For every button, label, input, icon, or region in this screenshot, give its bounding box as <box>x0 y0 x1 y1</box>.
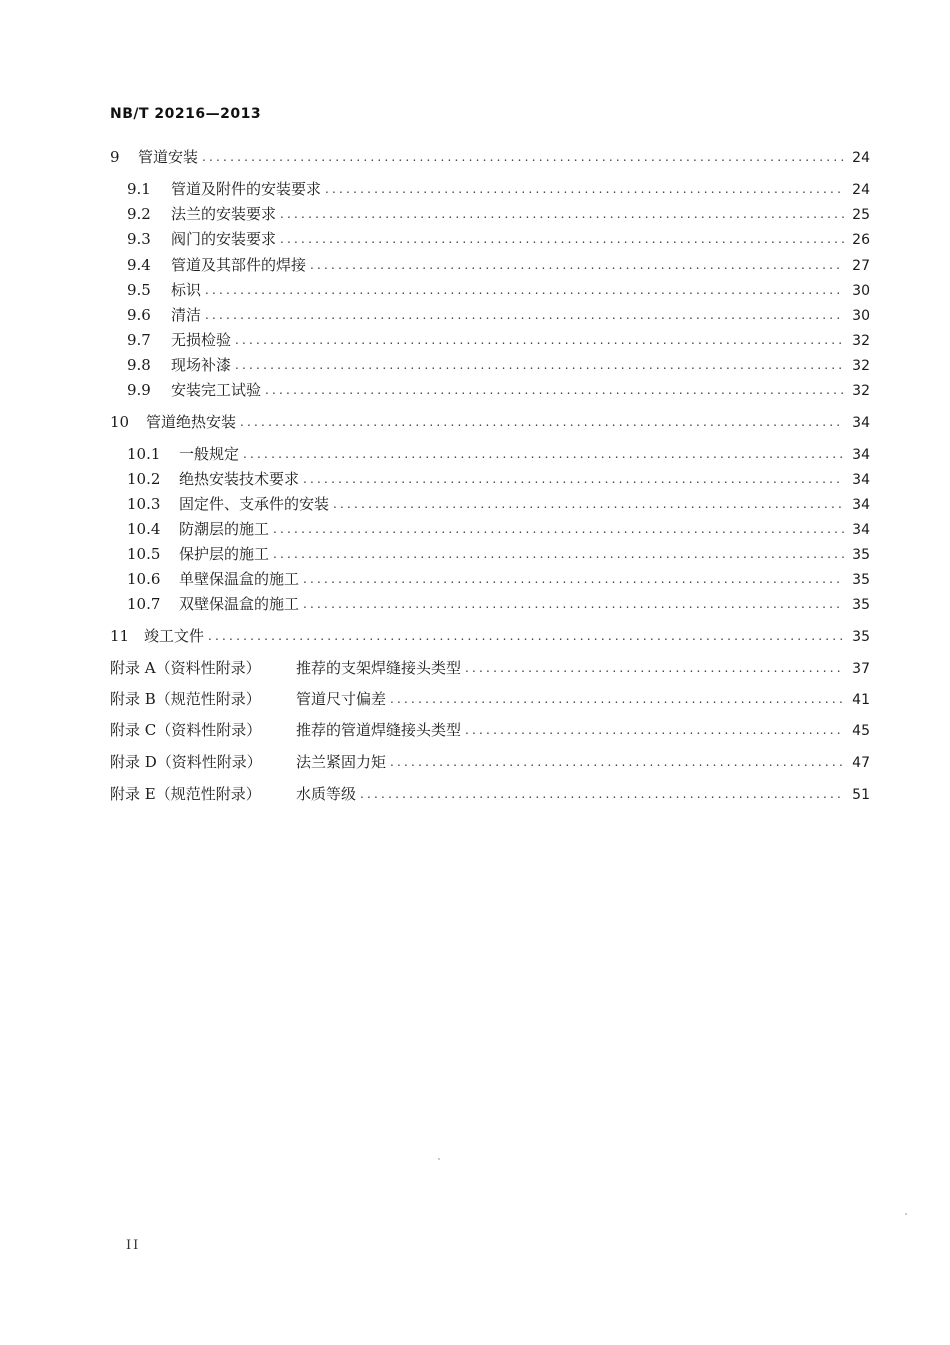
toc-entry-number: 9.7 <box>127 331 151 349</box>
toc-entry-title: 标识 <box>171 281 202 299</box>
toc-appendix-entry[interactable] <box>110 658 870 678</box>
toc-leader-dots <box>303 469 844 489</box>
toc-entry-page: 34 <box>852 522 870 538</box>
toc-entry-title: 固定件、支承件的安装 <box>179 495 330 513</box>
toc-entry-page: 24 <box>852 150 870 166</box>
toc-entry-number: 10.2 <box>127 470 161 488</box>
toc-leader-dots <box>303 594 844 614</box>
toc-entry[interactable] <box>127 494 870 514</box>
toc-entry-page: 30 <box>852 283 870 299</box>
toc-entry-number: 9.9 <box>127 381 151 399</box>
page-number-roman: II <box>126 1238 141 1253</box>
toc-entry-page: 41 <box>852 692 870 708</box>
toc-appendix-entry[interactable] <box>110 784 870 804</box>
toc-appendix-label: 附录 C（资料性附录） <box>110 721 262 739</box>
toc-entry-title: 管道尺寸偏差 <box>296 690 387 708</box>
toc-appendix-entry[interactable] <box>110 720 870 740</box>
toc-appendix-label: 附录 A（资料性附录） <box>110 659 261 677</box>
toc-appendix-label: 附录 D（资料性附录） <box>110 753 262 771</box>
toc-leader-dots <box>202 147 844 167</box>
toc-entry-number: 10.6 <box>127 570 161 588</box>
toc-entry-page: 34 <box>852 497 870 513</box>
toc-leader-dots <box>325 179 844 199</box>
toc-entry[interactable] <box>127 330 870 350</box>
toc-entry[interactable] <box>127 280 870 300</box>
toc-leader-dots <box>390 752 844 772</box>
toc-entry-page: 51 <box>852 787 870 803</box>
toc-appendix-entry[interactable] <box>110 752 870 772</box>
toc-entry-number: 9 <box>110 148 120 166</box>
toc-entry-title: 推荐的管道焊缝接头类型 <box>296 721 462 739</box>
document-code: NB/T 20216—2013 <box>110 106 262 122</box>
toc-entry-page: 30 <box>852 308 870 324</box>
toc-entry-title: 单壁保温盒的施工 <box>179 570 300 588</box>
toc-entry-page: 34 <box>852 472 870 488</box>
toc-appendix-entry[interactable] <box>110 689 870 709</box>
toc-entry-page: 35 <box>852 597 870 613</box>
toc-entry[interactable] <box>110 147 870 167</box>
toc-entry[interactable] <box>127 179 870 199</box>
toc-entry-number: 9.2 <box>127 205 151 223</box>
toc-entry-number: 11 <box>110 627 130 645</box>
toc-entry-title: 法兰的安装要求 <box>171 205 277 223</box>
toc-leader-dots <box>235 355 844 375</box>
toc-entry[interactable] <box>110 626 870 646</box>
toc-leader-dots <box>280 229 844 249</box>
toc-entry-page: 35 <box>852 629 870 645</box>
toc-leader-dots <box>205 305 844 325</box>
toc-entry-page: 24 <box>852 182 870 198</box>
toc-entry[interactable] <box>127 569 870 589</box>
toc-entry-title: 双壁保温盒的施工 <box>179 595 300 613</box>
toc-leader-dots <box>265 380 844 400</box>
toc-entry-number: 9.8 <box>127 356 151 374</box>
toc-leader-dots <box>390 689 844 709</box>
toc-entry[interactable] <box>127 204 870 224</box>
toc-entry[interactable] <box>110 412 870 432</box>
toc-entry-page: 25 <box>852 207 870 223</box>
toc-entry[interactable] <box>127 305 870 325</box>
toc-leader-dots <box>303 569 844 589</box>
toc-entry-title: 管道绝热安装 <box>146 413 237 431</box>
toc-leader-dots <box>240 412 844 432</box>
toc-leader-dots <box>235 330 844 350</box>
toc-leader-dots <box>333 494 844 514</box>
toc-entry-number: 9.1 <box>127 180 151 198</box>
toc-entry-number: 9.4 <box>127 256 151 274</box>
toc-entry-page: 34 <box>852 415 870 431</box>
toc-entry-page: 47 <box>852 755 870 771</box>
toc-entry-title: 清洁 <box>171 306 202 324</box>
toc-entry-title: 水质等级 <box>296 785 357 803</box>
toc-entry[interactable] <box>127 444 870 464</box>
toc-entry-number: 10.1 <box>127 445 161 463</box>
toc-entry-title: 阀门的安装要求 <box>171 230 277 248</box>
toc-entry-title: 绝热安装技术要求 <box>179 470 300 488</box>
toc-leader-dots <box>273 519 844 539</box>
toc-appendix-label: 附录 E（规范性附录） <box>110 785 261 803</box>
toc-appendix-label: 附录 B（规范性附录） <box>110 690 261 708</box>
toc-leader-dots <box>205 280 844 300</box>
toc-entry-number: 10.7 <box>127 595 161 613</box>
toc-entry[interactable] <box>127 355 870 375</box>
toc-leader-dots <box>243 444 844 464</box>
toc-entry-number: 10.3 <box>127 495 161 513</box>
toc-leader-dots <box>360 784 844 804</box>
toc-entry[interactable] <box>127 380 870 400</box>
toc-entry-title: 保护层的施工 <box>179 545 270 563</box>
toc-entry-page: 35 <box>852 547 870 563</box>
toc-entry-number: 10.4 <box>127 520 161 538</box>
toc-entry[interactable] <box>127 594 870 614</box>
toc-leader-dots <box>465 720 844 740</box>
toc-entry-number: 9.5 <box>127 281 151 299</box>
toc-leader-dots <box>273 544 844 564</box>
toc-entry-title: 管道安装 <box>138 148 199 166</box>
toc-entry-title: 无损检验 <box>171 331 232 349</box>
toc-leader-dots <box>465 658 844 678</box>
toc-entry-page: 45 <box>852 723 870 739</box>
toc-entry-title: 管道及附件的安装要求 <box>171 180 322 198</box>
toc-entry-title: 竣工文件 <box>144 627 205 645</box>
toc-entry-title: 推荐的支架焊缝接头类型 <box>296 659 462 677</box>
toc-leader-dots <box>280 204 844 224</box>
scan-speck <box>905 1213 907 1215</box>
toc-entry-title: 安装完工试验 <box>171 381 262 399</box>
toc-entry-page: 32 <box>852 333 870 349</box>
toc-entry[interactable] <box>127 255 870 275</box>
toc-entry-page: 27 <box>852 258 870 274</box>
toc-entry-number: 10 <box>110 413 130 431</box>
toc-entry-page: 26 <box>852 232 870 248</box>
toc-entry-number: 9.3 <box>127 230 151 248</box>
toc-entry[interactable] <box>127 469 870 489</box>
toc-entry[interactable] <box>127 229 870 249</box>
toc-entry-page: 32 <box>852 358 870 374</box>
toc-leader-dots <box>208 626 844 646</box>
toc-entry-title: 一般规定 <box>179 445 240 463</box>
toc-leader-dots <box>310 255 844 275</box>
toc-entry-title: 防潮层的施工 <box>179 520 270 538</box>
toc-entry-page: 34 <box>852 447 870 463</box>
toc-entry-number: 9.6 <box>127 306 151 324</box>
toc-entry-title: 法兰紧固力矩 <box>296 753 387 771</box>
scan-speck <box>438 1158 440 1160</box>
toc-entry[interactable] <box>127 544 870 564</box>
toc-entry-page: 32 <box>852 383 870 399</box>
toc-entry-page: 35 <box>852 572 870 588</box>
toc-entry-title: 现场补漆 <box>171 356 232 374</box>
toc-entry-page: 37 <box>852 661 870 677</box>
toc-entry[interactable] <box>127 519 870 539</box>
toc-entry-title: 管道及其部件的焊接 <box>171 256 307 274</box>
toc-entry-number: 10.5 <box>127 545 161 563</box>
